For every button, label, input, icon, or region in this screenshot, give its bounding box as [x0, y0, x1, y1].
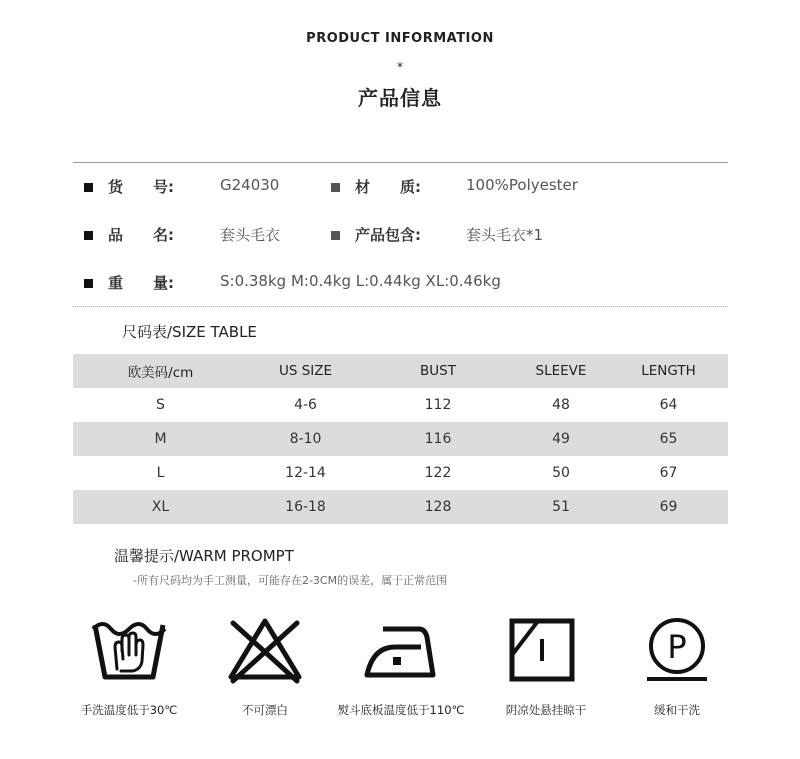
table-header-cell: SLEEVE [535, 363, 587, 379]
header-title-cn: 产品信息 [358, 86, 442, 110]
info-row-weight [0, 272, 800, 296]
warm-prompt-title: 温馨提示/WARM PROMPT [114, 547, 294, 565]
table-header-cell: BUST [420, 363, 456, 379]
care-label: 手洗温度低于30℃ [80, 703, 178, 717]
divider-dotted [73, 306, 728, 307]
table-cell: 112 [424, 397, 452, 413]
table-cell: 122 [424, 465, 452, 481]
table-cell: 51 [552, 499, 570, 515]
table-cell: S [156, 397, 165, 413]
table-cell: 8-10 [289, 431, 322, 447]
table-row [73, 422, 728, 456]
table-cell: 16-18 [285, 499, 326, 515]
table-cell: 128 [424, 499, 452, 515]
bullet-square-icon [84, 279, 93, 288]
table-header-row [73, 354, 728, 388]
line-dry-shade-icon [472, 615, 612, 685]
table-cell: 67 [659, 465, 678, 481]
package-label: 产品包含: [355, 226, 421, 244]
bullet-square-icon [331, 183, 340, 192]
name-label: 品 名: [108, 226, 174, 244]
size-table [73, 354, 728, 524]
table-cell: M [154, 431, 167, 447]
table-cell: 64 [659, 397, 678, 413]
care-label: 不可漂白 [242, 703, 288, 717]
header-title-en: PRODUCT INFORMATION [306, 31, 494, 46]
table-cell: XL [151, 499, 170, 515]
table-cell: 50 [552, 465, 570, 481]
hand-wash-icon [59, 615, 199, 685]
table-row [73, 490, 728, 524]
dry-clean-p-icon [607, 615, 747, 685]
bullet-square-icon [84, 183, 93, 192]
weight-label: 重 量: [108, 274, 174, 292]
iron-low-icon [331, 615, 471, 685]
table-cell: 116 [424, 431, 452, 447]
table-row [73, 388, 728, 422]
dry-clean-p-letter: P [667, 628, 687, 666]
divider-solid [73, 162, 728, 163]
info-row-name [0, 224, 800, 248]
material-label: 材 质: [355, 178, 421, 196]
table-cell: 69 [659, 499, 678, 515]
table-cell: 65 [659, 431, 678, 447]
warm-prompt-note: -所有尺码均为手工测量，可能存在2-3CM的误差，属于正常范围 [133, 574, 448, 587]
header-star: * [397, 60, 403, 74]
table-cell: 4-6 [294, 397, 317, 413]
table-header-cell: 欧美码/cm [127, 365, 194, 381]
table-cell: 49 [552, 431, 570, 447]
table-cell: 48 [552, 397, 570, 413]
sku-label: 货 号: [108, 178, 174, 196]
care-label: 熨斗底板温度低于110℃ [337, 703, 465, 717]
sku-value: G24030 [220, 176, 280, 194]
table-cell: 12-14 [285, 465, 326, 481]
name-value: 套头毛衣 [220, 226, 281, 244]
bullet-square-icon [331, 231, 340, 240]
no-bleach-icon [195, 615, 335, 685]
table-header-cell: US SIZE [278, 363, 333, 379]
care-label: 缓和干洗 [654, 703, 700, 717]
table-cell: L [156, 465, 165, 481]
table-row [73, 456, 728, 490]
weight-value: S:0.38kg M:0.4kg L:0.44kg XL:0.46kg [220, 272, 501, 290]
bullet-square-icon [84, 231, 93, 240]
care-label: 阴凉处悬挂晾干 [505, 703, 587, 717]
package-value: 套头毛衣*1 [466, 226, 544, 244]
material-value: 100%Polyester [466, 176, 578, 194]
info-row-sku [0, 176, 800, 200]
size-table-title: 尺码表/SIZE TABLE [122, 323, 257, 341]
table-header-cell: LENGTH [641, 363, 696, 379]
